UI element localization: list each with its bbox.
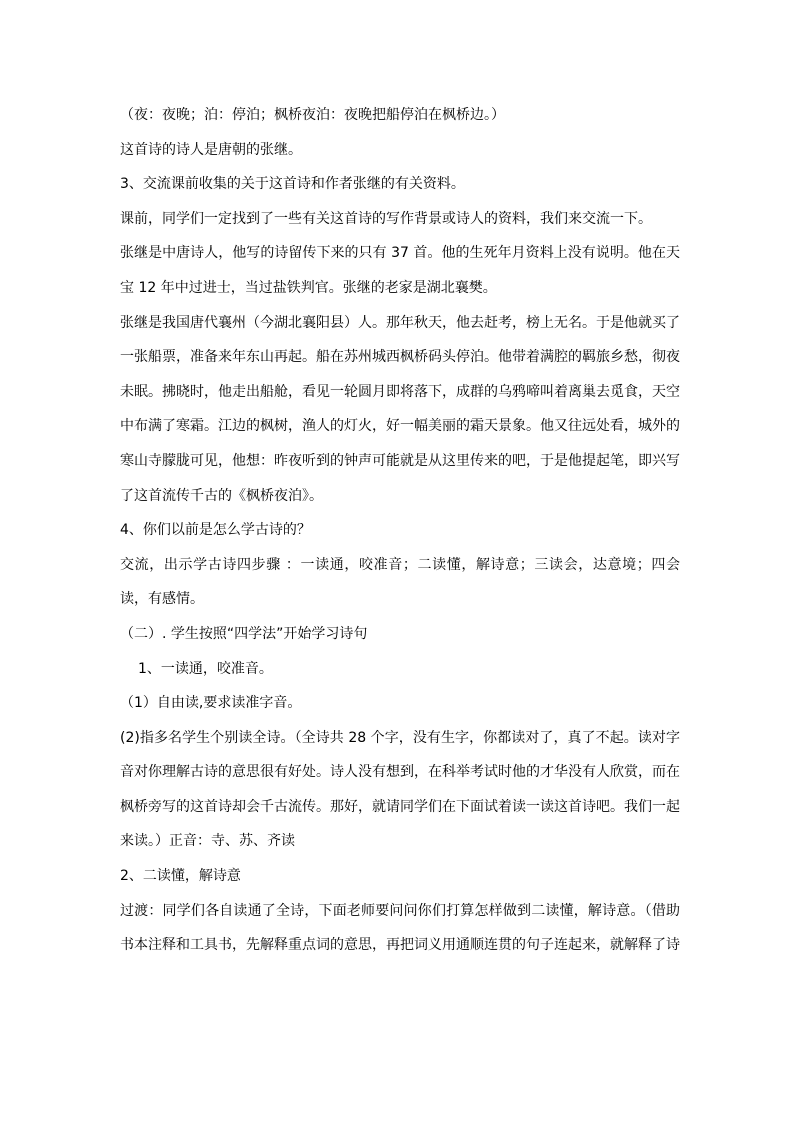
- subheading-understand: 2、二读懂，解诗意: [120, 868, 241, 885]
- paragraph-intro: 课前，同学们一定找到了一些有关这首诗的写作背景或诗人的资料，我们来交流一下。: [120, 210, 652, 227]
- paragraph-step-3: 3、交流课前收集的关于这首诗和作者张继的有关资料。: [120, 176, 465, 193]
- paragraph-free-reading: （1）自由读,要求读准字音。: [120, 695, 302, 712]
- paragraph-transition: 过渡：同学们各自读通了全诗，下面老师要问问你们打算怎样做到二读懂，解诗意。（借助书本注释和工具书，先解释重点词的意思，再把词义用通顺连贯的句子连起来，就解释了诗: [120, 902, 680, 954]
- document-body: [120, 98, 680, 963]
- subheading-read-through: 1、一读通，咬准音。: [138, 660, 273, 677]
- paragraph-step-4: 4、你们以前是怎么学古诗的？: [120, 522, 311, 539]
- paragraph-annotation: （夜：夜晚；泊：停泊；枫桥夜泊：夜晚把船停泊在枫桥边。）: [120, 107, 505, 123]
- paragraph-individual-reading: (2)指多名学生个别读全诗。（全诗共 28 个字，没有生字，你都读对了，真了不起。读对字音对你理解古诗的意思很有好处。诗人没有想到，在科举考试时他的才华没有人欣赏，而在枫桥旁写的这首诗却会千古流传。那好，就请同学们在下面试着读一读这首诗吧。我们一起来读。）正音：寺、苏、齐读: [120, 729, 680, 850]
- paragraph-four-steps: 交流，出示学古诗四步骤 ：一读通，咬准音；二读懂，解诗意；三读会，达意境；四会读，有感情。: [120, 556, 680, 608]
- paragraph-poet: 这首诗的诗人是唐朝的张继。: [120, 141, 302, 158]
- paragraph-zhangji-bio: 张继是中唐诗人，他写的诗留传下来的只有 37 首。他的生死年月资料上没有说明。他在天宝 12 年中过进士，当过盐铁判官。张继的老家是湖北襄樊。: [120, 245, 680, 296]
- section-heading-two: （二）. 学生按照“四学法”开始学习诗句: [120, 625, 368, 642]
- paragraph-background-story: 张继是我国唐代襄州（今湖北襄阳县）人。那年秋天，他去赶考，榜上无名。于是他就买了一张船票，准备来年东山再起。船在苏州城西枫桥码头停泊。他带着满腔的羁旅乡愁，彻夜未眠。拂晓时，他走出船舱，看见一轮圆月即将落下，成群的乌鸦啼叫着离巢去觅食，天空中布满了寒霜。江边的枫树，渔人的灯火，好一幅美丽的霜天景象。他又往远处看，城外的寒山寺朦胧可见，他想：昨夜听到的钟声可能就是从这里传来的吧，于是他提起笔，即兴写了这首流传千古的《枫桥夜泊》。: [120, 314, 680, 504]
